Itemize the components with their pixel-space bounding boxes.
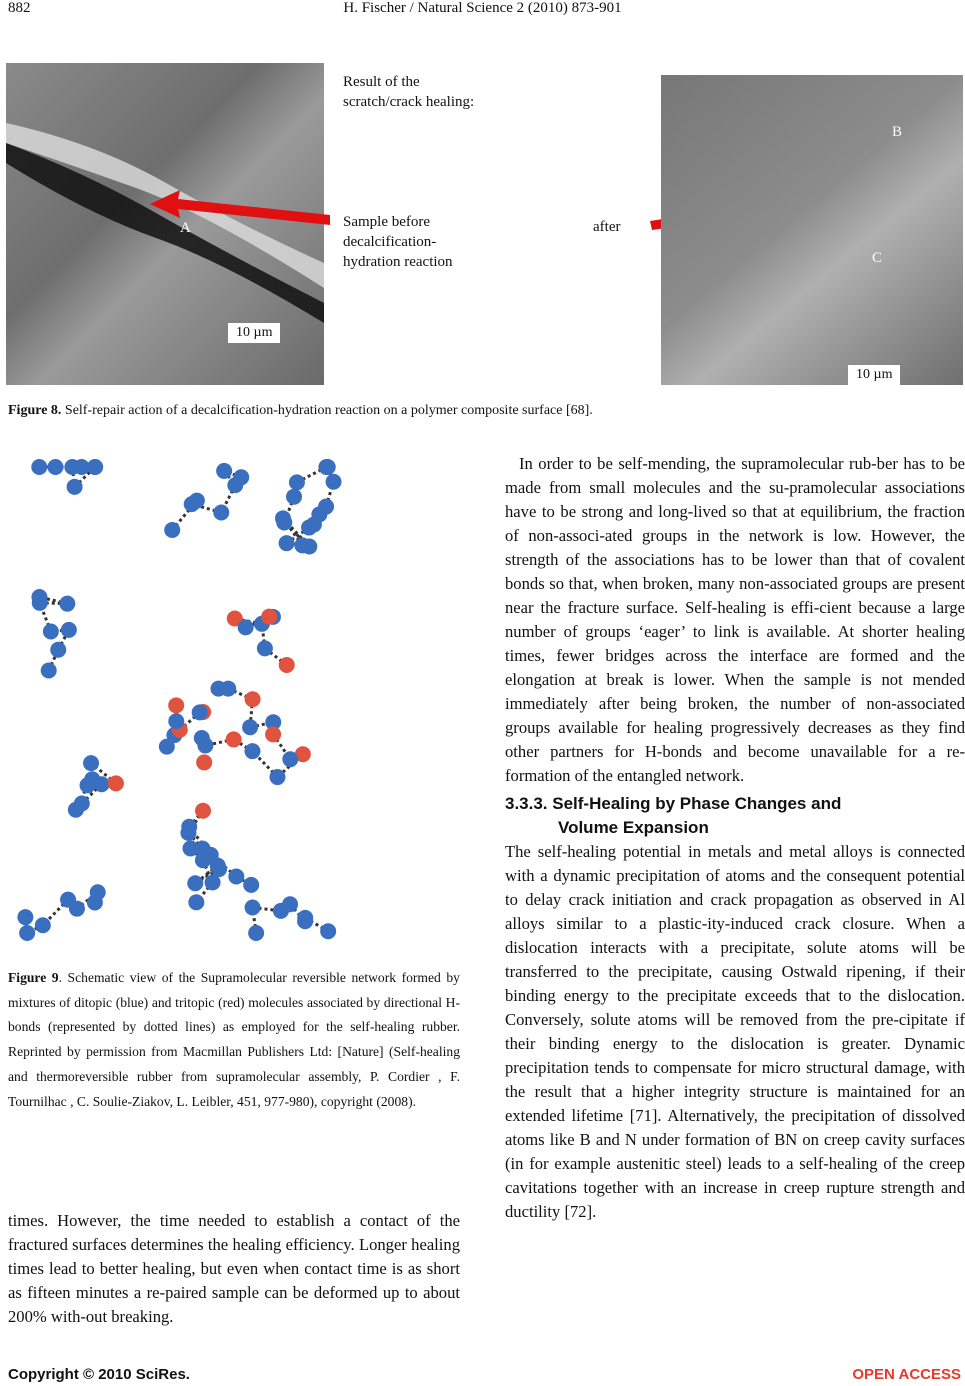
marker-a: A [180,220,191,236]
tritopic-atom [168,697,184,713]
ditopic-atom [289,474,305,490]
ditopic-atom [181,819,197,835]
ditopic-atom [301,539,317,555]
ditopic-atom [74,459,90,475]
heading-line: 3.3.3. Self-Healing by Phase Changes and [505,794,842,813]
ditopic-atom [189,493,205,509]
ditopic-atom [195,852,211,868]
right-column [505,452,965,1358]
ditopic-atom [17,909,33,925]
label-sample: Sample before decalcification-hydration reaction [343,214,453,270]
ditopic-atom [83,755,99,771]
caption-label: Figure 8. [8,403,62,418]
tritopic-atom [226,731,242,747]
tritopic-atom [196,754,212,770]
ditopic-atom [245,900,261,916]
scale-bar-left: 10 µm [228,323,280,343]
scale-bar-right: 10 µm [848,365,900,385]
section-heading [505,792,965,840]
open-access-badge: OPEN ACCESS [852,1366,961,1383]
ditopic-atom [182,840,198,856]
tritopic-atom [279,657,295,673]
ditopic-atom [194,730,210,746]
marker-c: C [872,250,883,266]
copyright: Copyright © 2010 SciRes. [8,1366,190,1383]
ditopic-atom [320,923,336,939]
ditopic-atom [187,875,203,891]
tritopic-atom [245,691,261,707]
ditopic-atom [276,515,292,531]
ditopic-atom [301,520,317,536]
ditopic-atom [286,489,302,505]
ditopic-atom [188,894,204,910]
tritopic-atom [261,609,277,625]
ditopic-atom [243,877,259,893]
ditopic-atom [168,713,184,729]
paragraph: times. However, the time needed to establish a contact of the fractured surfaces determines the healing efficiency. Longer healing times lead to better healing, but even when contact time is as short as fifteen minutes a re-paired sample can be deformed up to about 200% with-out breaking. [8,1211,460,1326]
page-number: 882 [8,0,31,16]
ditopic-atom [19,925,35,941]
marker-b: B [892,124,903,140]
ditopic-atom [269,769,285,785]
ditopic-atom [257,640,273,656]
arrow-left-icon [150,190,335,230]
ditopic-atom [227,477,243,493]
caption-text: . Schematic view of the Supramolecular reversible network formed by mixtures of ditopic (blue) and tritopic (red) molecules associated by directional H-bonds (represented by dotted lines) as employed for the self-healing rubber. Reprinted by permission from Macmillan Publishers Ltd: [Nature] (Self-healing and thermoreversible rubber from supramolecular assembly, P. Cordier , F. Tournilhac , C. Soulie-Ziakov, L. Leibler, 451, 977-980), copyright (2008). [8,970,460,1109]
ditopic-atom [238,619,254,635]
paragraph: In order to be self-mending, the supramolecular rub-ber has to be made from small molecules and the su-pramolecular associations have to be strong and long-lived so that at equilibrium, the fraction of non-associ-ated groups in the network is low. However, the strength of the associations has to be lower than that of covalent bonds so that, when broken, many non-associated groups are present near the fracture surface. Self-healing is effi-cient because a large number of groups ‘eager’ to link is available. At shorter healing times, fewer bridges across the interface are formed and the elongation at break is lower. When the sample is not mended immediately after being broken, the number of non-associated groups available for healing progressively decreases as they find other partners for H-bonds and become unavailable for a re-formation of the entangled network. [505,454,965,785]
ditopic-atom [84,771,100,787]
ditopic-atom [74,795,90,811]
ditopic-atom [248,925,264,941]
label-result: Result of the scratch/crack healing: [343,74,475,110]
ditopic-atom [159,739,175,755]
ditopic-atom [31,589,47,605]
ditopic-atom [326,474,342,490]
ditopic-atom [220,681,236,697]
label-after: after [593,219,621,235]
ditopic-atom [59,596,75,612]
tritopic-atom [108,775,124,791]
caption-text: Self-repair action of a decalcification-hydration reaction on a polymer composite surface [68]. [61,403,593,418]
tritopic-atom [265,726,281,742]
ditopic-atom [192,704,208,720]
ditopic-atom [61,622,77,638]
ditopic-atom [242,719,258,735]
sem-image-after [661,75,963,385]
ditopic-atom [60,892,76,908]
ditopic-atom [35,917,51,933]
heading-line: Volume Expansion [558,818,709,837]
ditopic-atom [318,459,334,475]
ditopic-atom [43,624,59,640]
ditopic-atom [282,896,298,912]
left-body-text [8,1209,460,1329]
ditopic-atom [244,743,260,759]
ditopic-atom [228,868,244,884]
figure8-caption [8,403,958,419]
ditopic-atom [47,459,63,475]
ditopic-atom [41,662,57,678]
ditopic-atom [279,535,295,551]
ditopic-atom [50,642,66,658]
ditopic-atom [164,522,180,538]
caption-label: Figure 9 [8,970,59,985]
ditopic-atom [213,505,229,521]
ditopic-atom [216,463,232,479]
paragraph: The self-healing potential in metals and metal alloys is connected with a dynamic precipitation of atoms and the consequent potential to delay crack initiation and crack propagation as observed in Al alloys similar to a plastic-ity-induced crack closure. When a dislocation interacts with a precipitate, solute atoms will be transferred to the precipitate, causing Ostwald ripening, if their binding energy to the precipitate exceeds that to the dislocation. Conversely, solute atoms will be removed from the pre-cipitate if their binding energy to the dislocation is greater. Dynamic precipitation tends to compensate for micro structural damage, with the result that a higher integrity structure is maintained for an extended lifetime [71]. Alternatively, the precipitation of dissolved atoms like B and N under formation of BN on creep cavity surfaces (in for example austenitic steel) leads to a self-healing of the creep cavitations together with an increase in creep rupture strength and ductility [72]. [505,842,965,1221]
ditopic-atom [205,874,221,890]
ditopic-atom [297,910,313,926]
ditopic-atom [318,499,334,515]
running-title: H. Fischer / Natural Science 2 (2010) 873-901 [343,0,622,16]
supramolecular-network-diagram [0,455,460,945]
ditopic-atom [67,479,83,495]
ditopic-atom [282,751,298,767]
tritopic-atom [195,803,211,819]
ditopic-atom [90,884,106,900]
figure9-caption [8,966,460,1114]
ditopic-atom [31,459,47,475]
